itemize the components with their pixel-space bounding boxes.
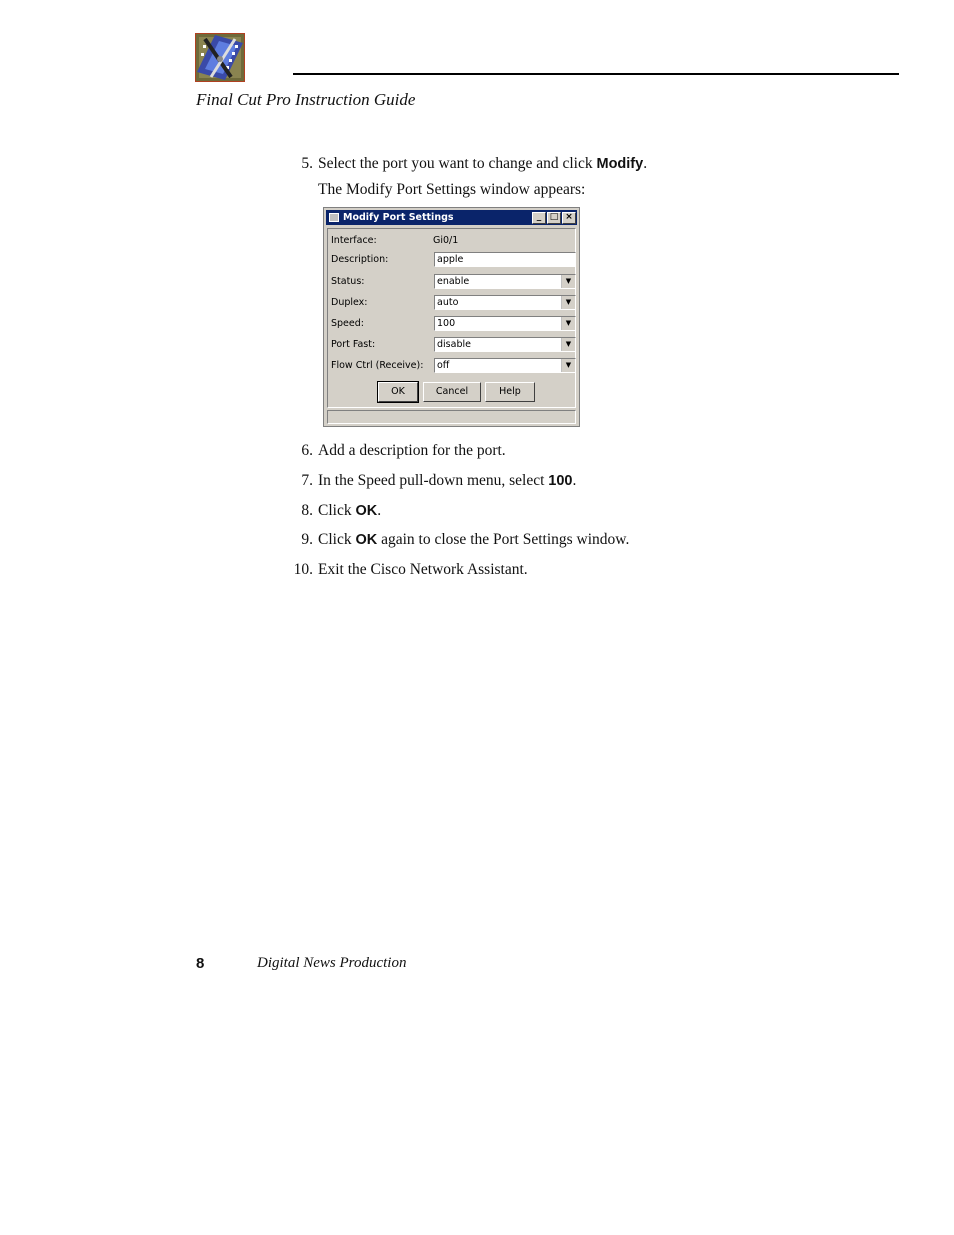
cancel-button[interactable]: Cancel <box>423 382 481 402</box>
maximize-icon[interactable]: □ <box>547 212 561 224</box>
ui-label-modify: Modify <box>596 156 644 172</box>
footer-title: Digital News Production <box>257 955 407 971</box>
close-icon[interactable]: × <box>562 212 576 224</box>
ok-button[interactable]: OK <box>378 382 418 402</box>
help-button[interactable]: Help <box>485 382 535 402</box>
dialog-title: Modify Port Settings <box>343 212 454 223</box>
header-rule <box>293 73 899 75</box>
status-row: Status: <box>331 276 365 287</box>
port-fast-select[interactable]: disable ▼ <box>434 337 576 352</box>
chevron-down-icon[interactable]: ▼ <box>561 275 575 288</box>
duplex-select[interactable]: auto ▼ <box>434 295 576 310</box>
port-fast-row: Port Fast: <box>331 339 376 350</box>
description-input[interactable]: apple <box>434 252 576 267</box>
step-6: 6. Add a description for the port. <box>301 442 506 459</box>
status-select[interactable]: enable ▼ <box>434 274 576 289</box>
chevron-down-icon[interactable]: ▼ <box>561 296 575 309</box>
page-number: 8 <box>196 955 205 972</box>
modify-port-settings-dialog <box>323 207 580 427</box>
guide-title: Final Cut Pro Instruction Guide <box>196 90 416 109</box>
interface-row: Interface: Gi0/1 <box>331 235 459 246</box>
chevron-down-icon[interactable]: ▼ <box>561 317 575 330</box>
speed-select[interactable]: 100 ▼ <box>434 316 576 331</box>
minimize-icon[interactable]: _ <box>532 212 546 224</box>
dialog-title-bar <box>326 210 577 225</box>
speed-row: Speed: <box>331 318 364 329</box>
flow-ctrl-row: Flow Ctrl (Receive): <box>331 360 424 371</box>
ui-label-ok: OK <box>355 503 378 519</box>
chevron-down-icon[interactable]: ▼ <box>561 338 575 351</box>
step-5: 5. Select the port you want to change and click Modify. <box>301 155 648 172</box>
ui-label-ok: OK <box>355 532 378 548</box>
chevron-down-icon[interactable]: ▼ <box>561 359 575 372</box>
duplex-row: Duplex: <box>331 297 368 308</box>
step-number: 5. <box>301 155 313 172</box>
window-icon <box>329 213 339 222</box>
flow-ctrl-select[interactable]: off ▼ <box>434 358 576 373</box>
step-5-note: The Modify Port Settings window appears: <box>318 181 586 198</box>
dialog-status-bar <box>327 410 576 424</box>
step-10: 10. Exit the Cisco Network Assistant. <box>293 561 528 578</box>
interface-value: Gi0/1 <box>433 235 459 246</box>
step-9: 9. Click OK again to close the Port Settings window. <box>301 531 630 548</box>
step-8: 8. Click OK. <box>301 502 382 519</box>
description-row: Description: <box>331 254 389 265</box>
step-7: 7. In the Speed pull-down menu, select 100. <box>301 472 577 489</box>
final-cut-pro-logo-icon <box>195 33 245 82</box>
dialog-body <box>327 228 576 408</box>
ui-label-100: 100 <box>548 473 573 489</box>
